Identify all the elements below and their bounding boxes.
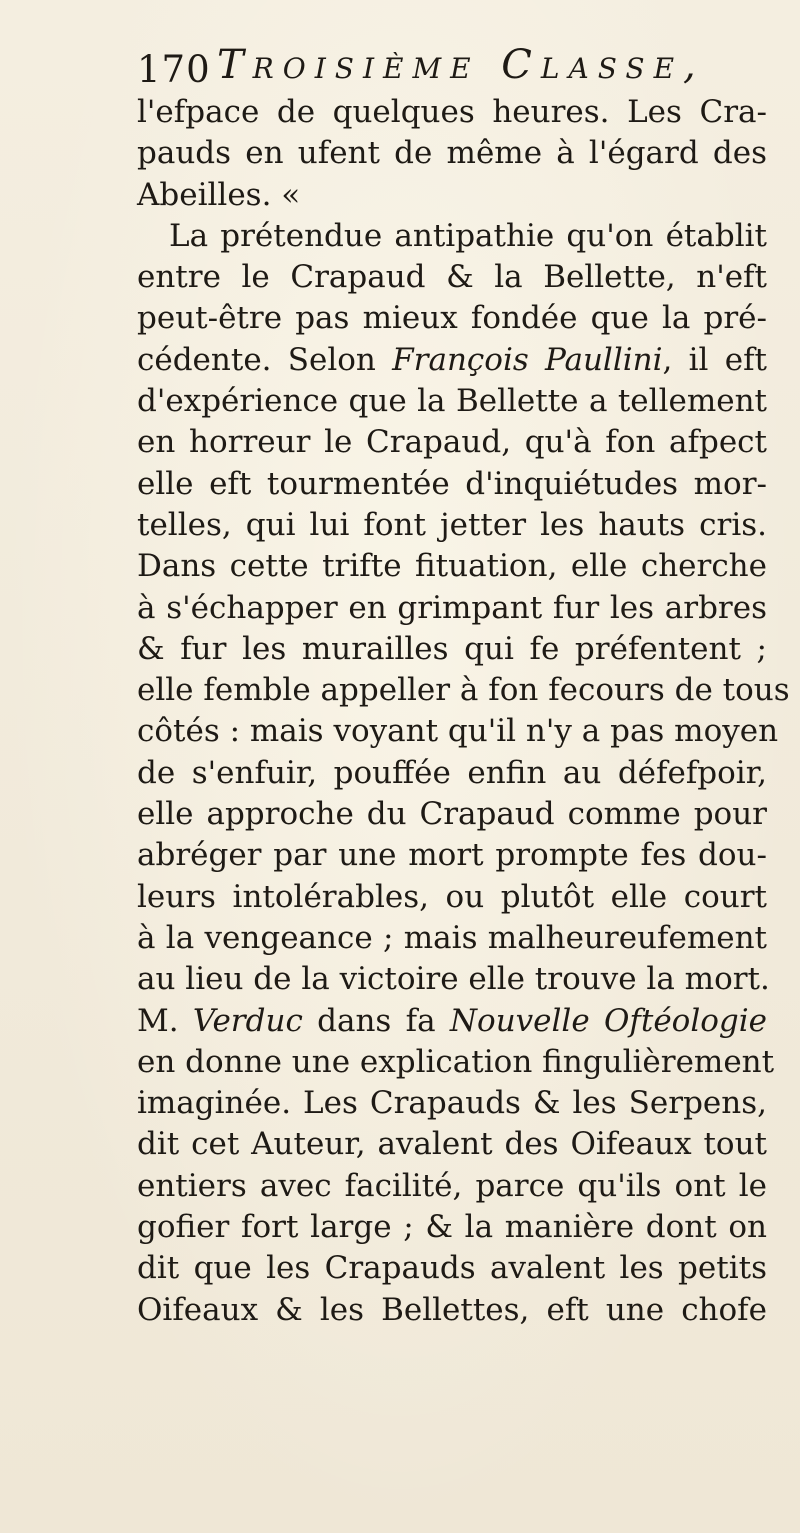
text-line: entre le Crapaud & la Bellette, n'eft <box>137 259 767 296</box>
text-line: La prétendue antipathie qu'on établit <box>169 217 767 254</box>
text-line: telles, qui lui font jetter les hauts cris. <box>137 506 767 543</box>
text-line: Abeilles. « <box>137 176 301 213</box>
text-line: gofier fort large ; & la manière dont on <box>137 1209 767 1246</box>
text-line: de s'enfuir, pouffée enfin au défefpoir, <box>137 754 767 791</box>
text-line: elle femble appeller à fon fecours de tous <box>137 672 790 709</box>
text-line: abréger par une mort prompte fes dou- <box>137 837 767 874</box>
text-line: d'expérience que la Bellette a tellement <box>137 383 767 420</box>
text-segment: dans fa <box>317 1002 436 1039</box>
text-segment: M. <box>137 1002 179 1039</box>
text-line: elle eft tourmentée d'inquiétudes mor- <box>137 465 767 502</box>
text-line: dit cet Auteur, avalent des Oifeaux tout <box>137 1126 767 1163</box>
text-segment: , il eft <box>662 341 767 378</box>
text-line: au lieu de la victoire elle trouve la mort. <box>137 961 770 998</box>
body-text <box>137 92 790 1331</box>
text-line: dit que les Crapauds avalent les petits <box>137 1250 767 1287</box>
text-line: elle approche du Crapaud comme pour <box>137 796 767 833</box>
text-line: en donne une explication fingulièrement <box>137 1043 775 1080</box>
text-line: Dans cette trifte fituation, elle cherche <box>137 548 767 585</box>
text-line: imaginée. Les Crapauds & les Serpens, <box>137 1085 767 1122</box>
text-line: en horreur le Crapaud, qu'à fon afpect <box>137 424 767 461</box>
text-line <box>137 1001 767 1042</box>
text-line: l'efpace de quelques heures. Les Cra- <box>137 94 767 130</box>
text-line: à la vengeance ; mais malheureufement <box>137 919 767 956</box>
running-title: Troisième Classe, <box>217 42 705 88</box>
text-line <box>137 340 767 381</box>
text-line: à s'échapper en grimpant fur les arbres <box>137 589 767 626</box>
text-line: leurs intolérables, ou plutôt elle court <box>137 878 767 915</box>
page-number: 170 <box>137 48 211 91</box>
text-line: pauds en ufent de même à l'égard des <box>137 135 767 172</box>
book-title: Nouvelle Oftéologie <box>449 1002 768 1039</box>
text-line: Oifeaux & les Bellettes, eft une chofe <box>137 1291 767 1328</box>
author-name: Verduc <box>192 1002 303 1039</box>
text-segment: cédente. Selon <box>137 341 376 378</box>
author-name: François Paullini <box>392 341 663 378</box>
page-header <box>137 38 757 98</box>
text-line: & fur les murailles qui fe préfentent ; <box>137 630 767 667</box>
text-line: côtés : mais voyant qu'il n'y a pas moyen <box>137 713 779 750</box>
text-line: entiers avec facilité, parce qu'ils ont le <box>137 1167 767 1204</box>
text-line: peut-être pas mieux fondée que la pré- <box>137 300 767 337</box>
